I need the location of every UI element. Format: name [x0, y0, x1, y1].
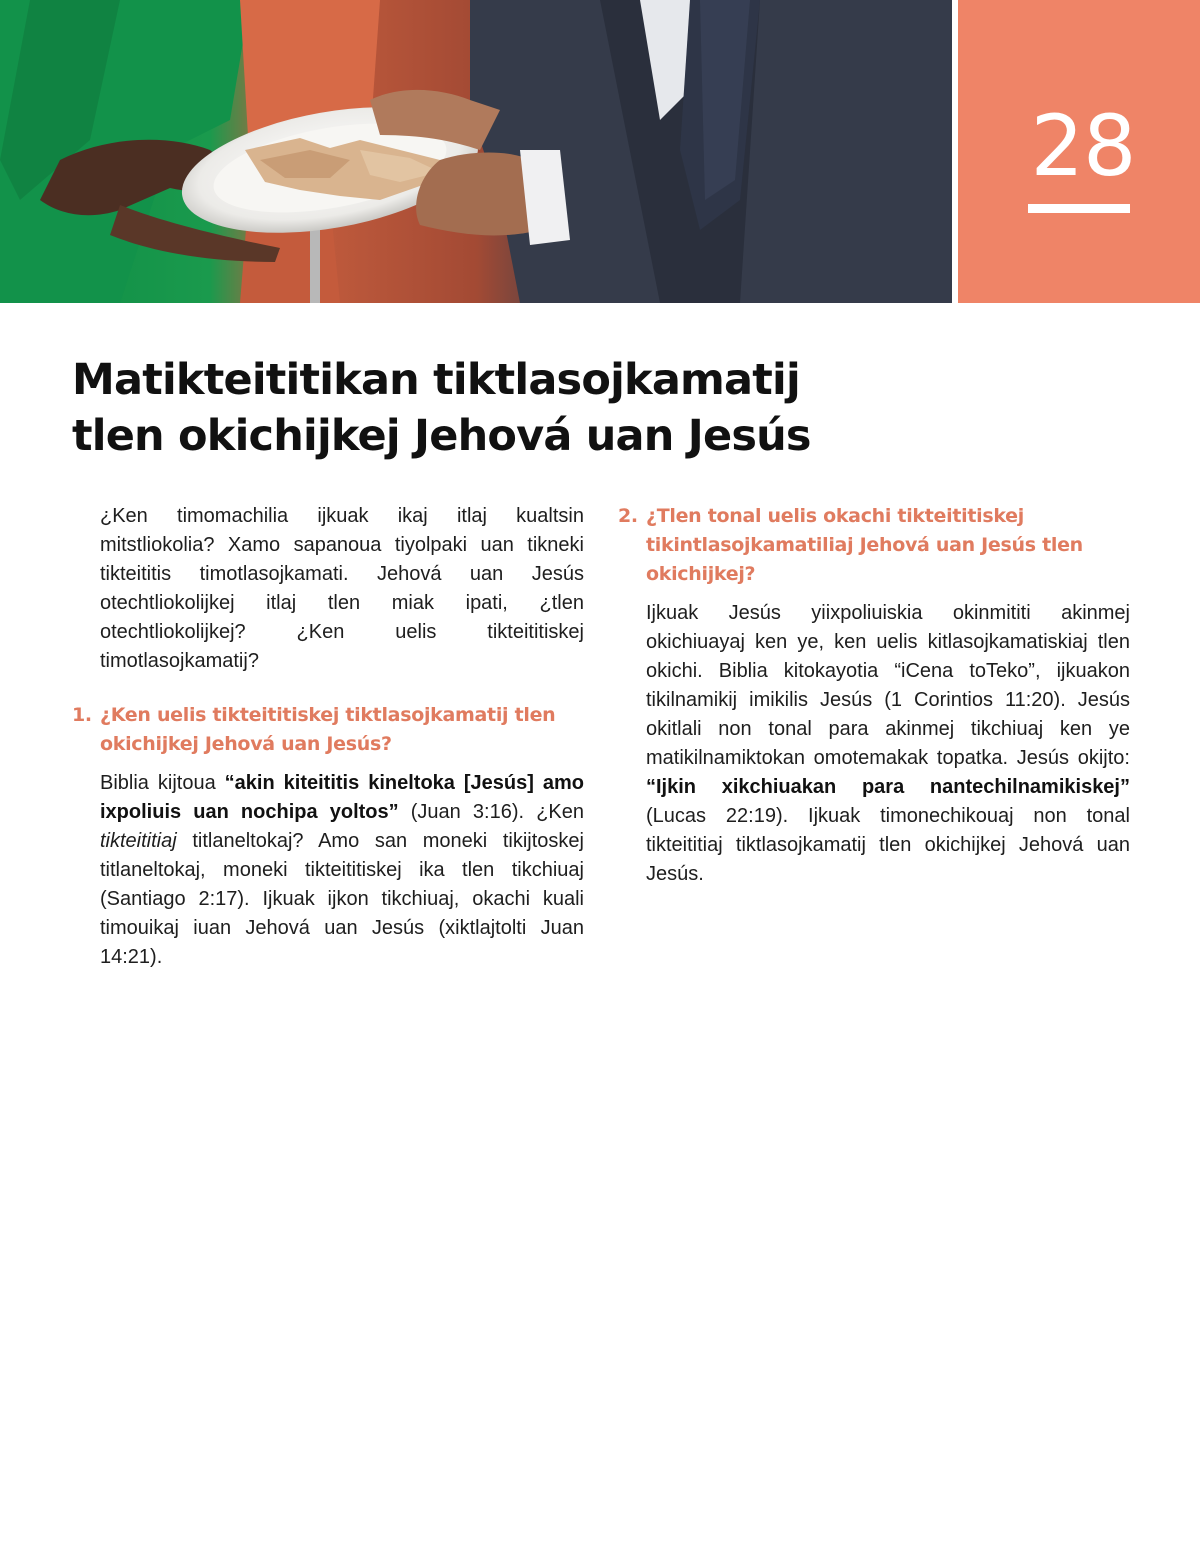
question-1-number: 1. — [72, 704, 92, 726]
answer-2-text-b: (Lucas 22:19). Ijkuak timonechikouaj non tonal tikteititiaj tiktlasojkamatij tlen okichijkej Jehová uan Jesús. — [646, 805, 1130, 885]
answer-1-italic: tikteititiaj — [100, 830, 177, 852]
answer-2-text-a: Ijkuak Jesús yiixpoliuiskia okinmititi akinmej okichiuayaj ken ye, ken uelis kitlasojkamatiskiaj tlen okichi. Biblia kitokayotia “iCena toTeko”, ijkuakon tikilnamikij imikilis Jesús (1 Corintios 11:20). Jesús okitlali non tonal para akinmej tikchiuaj ken ye matikilnamiktokan omotemakak topatka. Jesús okijto: — [646, 602, 1130, 769]
question-2-number: 2. — [618, 505, 638, 527]
chapter-underline — [1028, 204, 1130, 213]
chapter-number: 28 — [1030, 97, 1136, 195]
question-2 — [618, 502, 1130, 589]
question-2-text: ¿Tlen tonal uelis okachi tikteititiskej tikintlasojkamatiliaj Jehová uan Jesús tlen okichijkej? — [646, 505, 1083, 585]
title-line-2: tlen okichijkej Jehová uan Jesús — [72, 411, 811, 461]
answer-1-text-c: titlaneltokaj? Amo san moneki tikijtoskej titlaneltokaj, moneki tikteititiskej ika tlen tikchiuaj (Santiago 2:17). Ijkuak ijkon tikchiuaj, okachi kuali timouikaj iuan Jehová uan Jesús (xiktlajtolti Juan 14:21). — [100, 830, 584, 968]
page-title — [72, 352, 932, 464]
chapter-badge — [958, 0, 1200, 303]
answer-2-quote: “Ijkin xikchiuakan para nantechilnamikiskej” — [646, 776, 1130, 798]
intro-paragraph: ¿Ken timomachilia ijkuak ikaj itlaj kualtsin mitstliokolia? Xamo sapanoua tiyolpaki uan tikneki tikteititis timotlasojkamati. Jehová uan Jesús otechtliokolijkej itlaj tlen miak ipati, ¿tlen otechtliokolijkej? ¿Ken uelis tikteititiskej timotlasojkamatij? — [100, 505, 584, 672]
answer-1-paragraph — [72, 769, 584, 972]
answer-1-text-b: (Juan 3:16). ¿Ken — [398, 801, 584, 823]
answer-2-paragraph — [618, 599, 1130, 889]
question-1-text: ¿Ken uelis tikteititiskej tiktlasojkamatij tlen okichijkej Jehová uan Jesús? — [100, 704, 556, 755]
answer-1-quote: “akin kiteititis kineltoka [Jesús] amo ixpoliuis uan nochipa yoltos” — [100, 772, 584, 823]
title-line-1: Matikteititikan tiktlasojkamatij — [72, 355, 800, 405]
hero-photo — [0, 0, 952, 303]
right-column — [618, 502, 1130, 889]
question-1 — [72, 701, 584, 759]
left-column — [72, 502, 584, 972]
answer-1-text-a: Biblia kijtoua — [100, 772, 225, 794]
